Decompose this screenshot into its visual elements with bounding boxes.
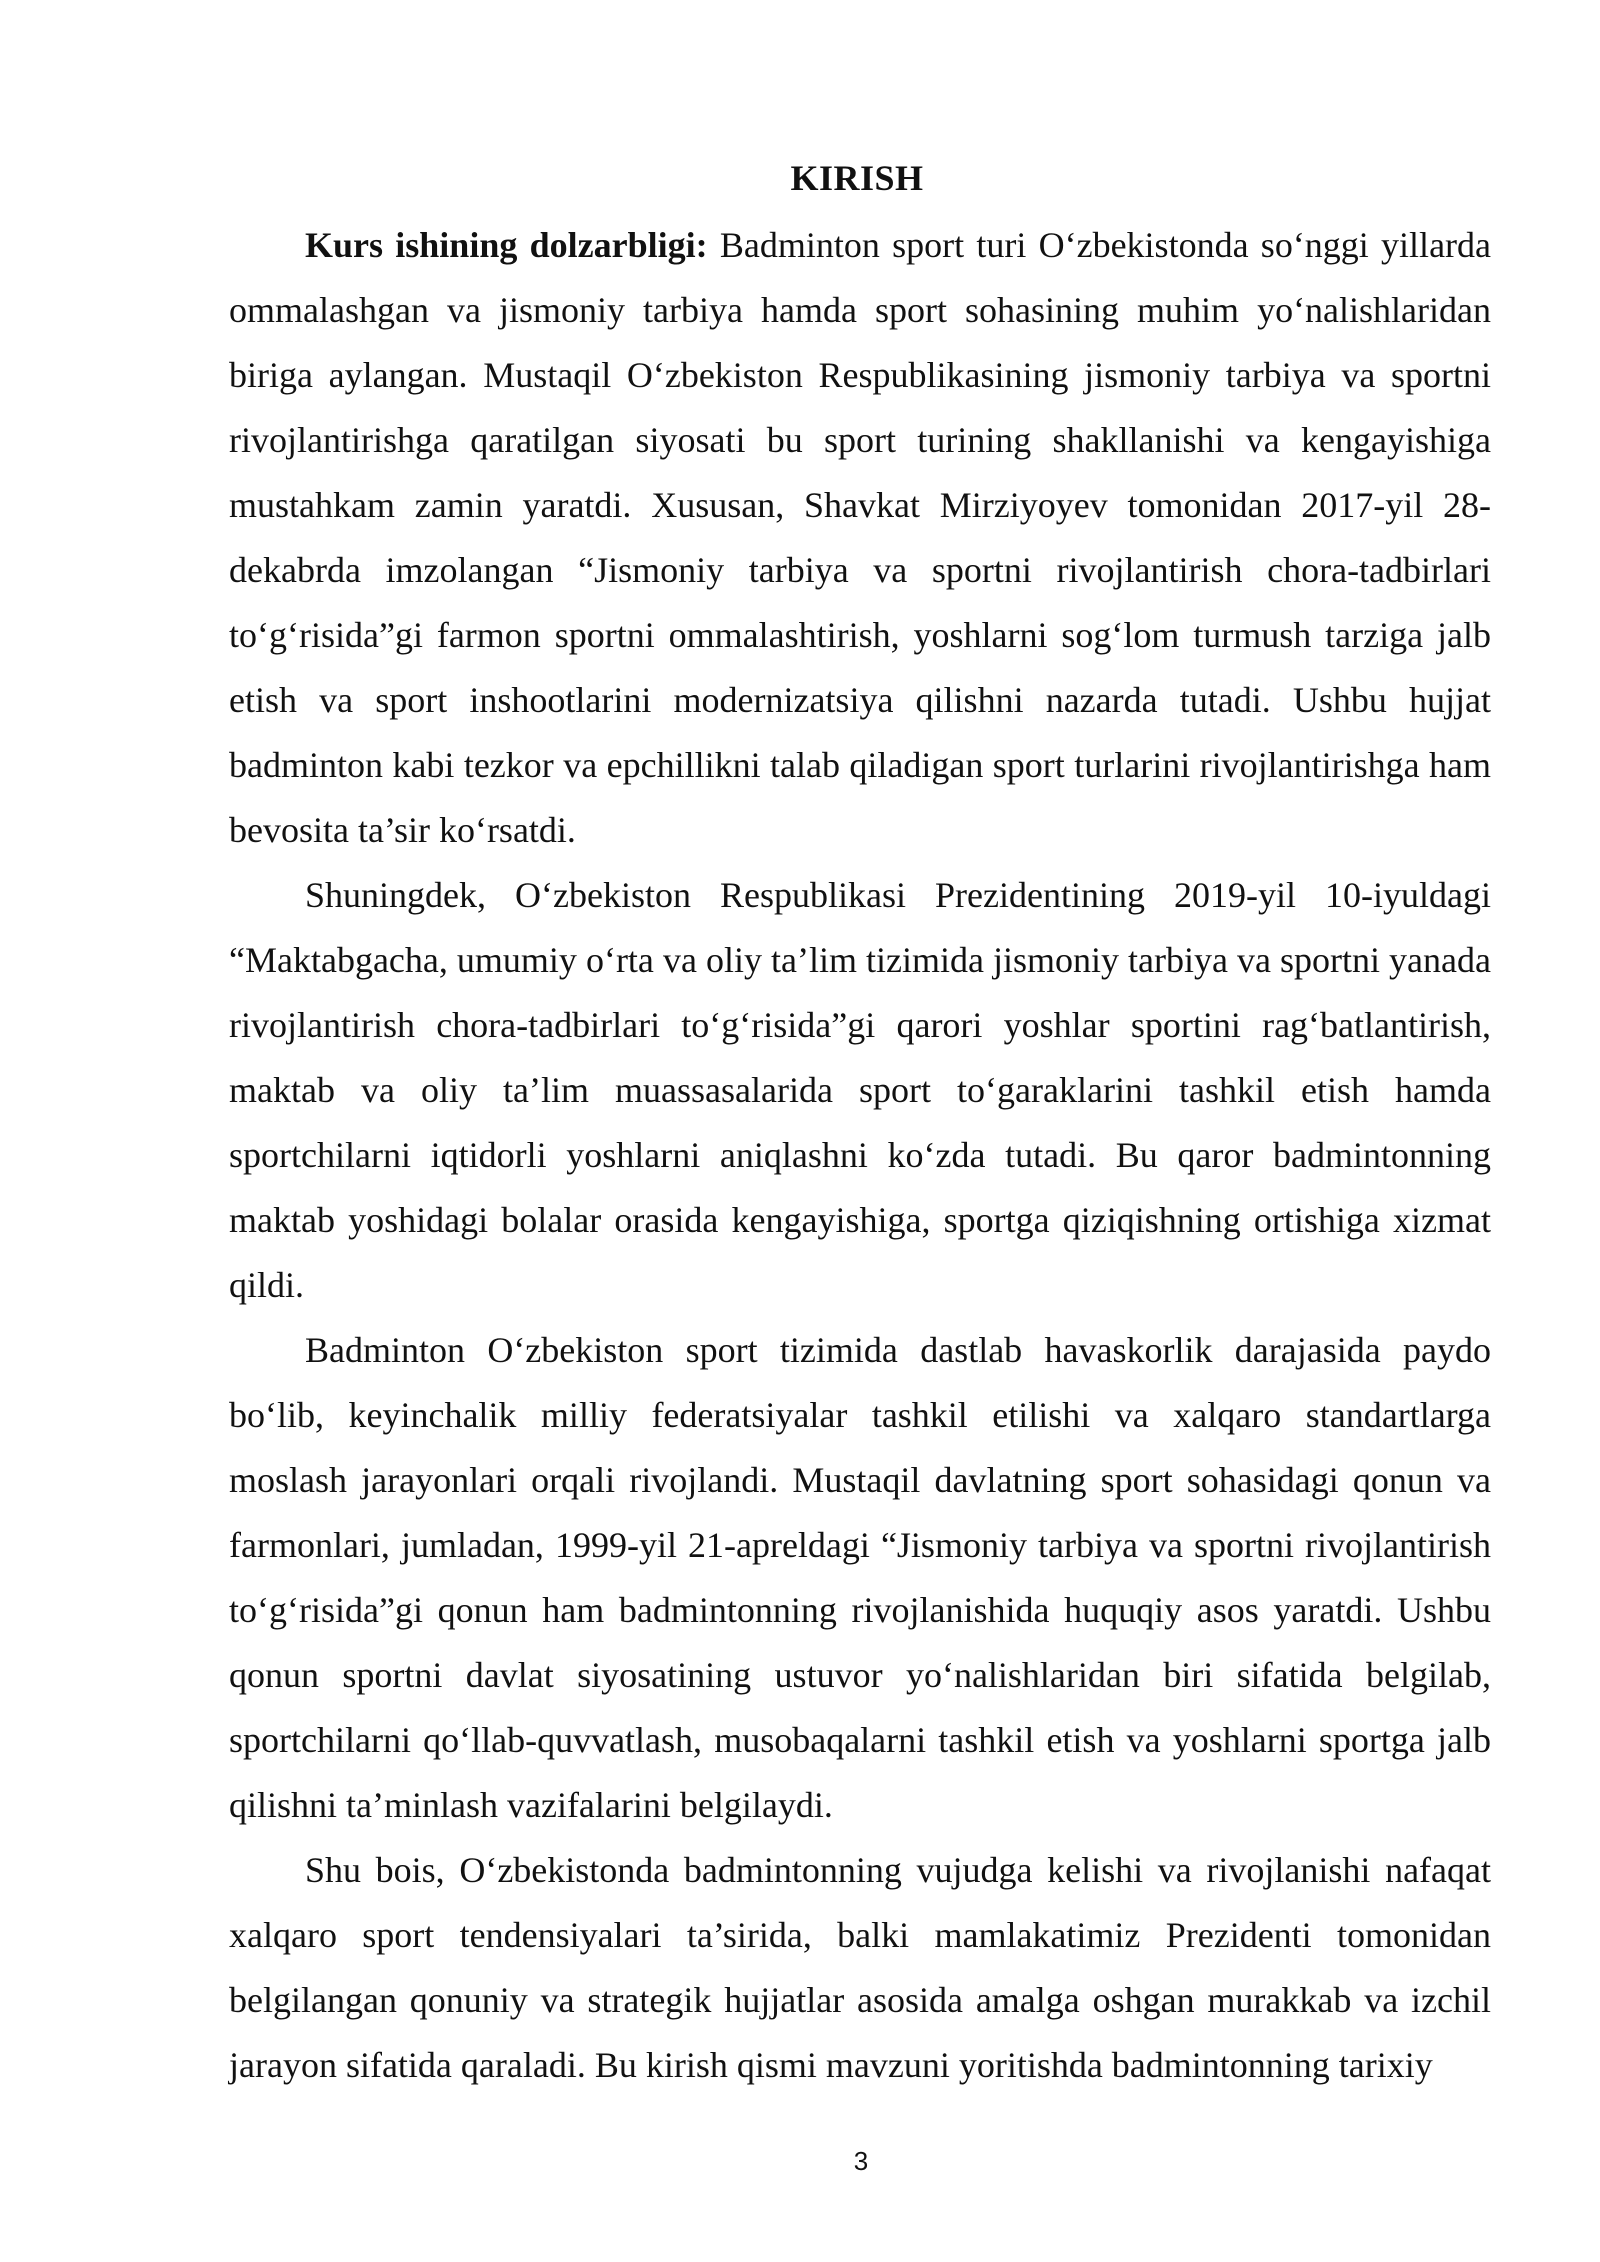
paragraph-1-text: Badminton sport turi O‘zbekistonda so‘nggi yillarda ommalashgan va jismoniy tarbiya hamda sport sohasining muhim yo‘nalishlaridan biriga aylangan. Mustaqil O‘zbekiston Respublikasining jismoniy tarbiya va sportni rivojlantirishga qaratilgan siyosati bu sport turining shakllanishi va kengayishiga mustahkam zamin yaratdi. Xususan, Shavkat Mirziyoyev tomonidan 2017-yil 28-dekabrda imzolangan “Jismoniy tarbiya va sportni rivojlantirish chora-tadbirlari to‘g‘risida”gi farmon sportni ommalashtirish, yoshlarni sog‘lom turmush tarziga jalb etish va sport inshootlarini modernizatsiya qilishni nazarda tutadi. Ushbu hujjat badminton kabi tezkor va epchillikni talab qiladigan sport turlarini rivojlantirishga ham bevosita ta’sir ko‘rsatdi. — [229, 225, 1492, 850]
paragraph-4 — [229, 1838, 1491, 2098]
section-heading: KIRISH — [790, 158, 924, 198]
paragraph-1 — [229, 213, 1491, 863]
paragraph-2-text: Shuningdek, O‘zbekiston Respublikasi Prezidentining 2019-yil 10-iyuldagi “Maktabgacha, umumiy o‘rta va oliy ta’lim tizimida jismoniy tarbiya va sportni yanada rivojlantirish chora-tadbirlari to‘g‘risida”gi qarori yoshlar sportini rag‘batlantirish, maktab va oliy ta’lim muassasalarida sport to‘garaklarini tashkil etish hamda sportchilarni iqtidorli yoshlarni aniqlashni ko‘zda tutadi. Bu qaror badmintonning maktab yoshidagi bolalar orasida kengayishiga, sportga qiziqishning ortishiga xizmat qildi. — [229, 875, 1491, 1305]
body-text — [229, 213, 1491, 2098]
paragraph-2 — [229, 863, 1491, 1318]
paragraph-4-text: Shu bois, O‘zbekistonda badmintonning vujudga kelishi va rivojlanishi nafaqat xalqaro sport tendensiyalari ta’sirida, balki mamlakatimiz Prezidenti tomonidan belgilangan qonuniy va strategik hujjatlar asosida amalga oshgan murakkab va izchil jarayon sifatida qaraladi. Bu kirish qismi mavzuni yoritishda badmintonning tarixiy — [229, 1850, 1491, 2085]
paragraph-lead-label: Kurs ishining dolzarbligi: — [305, 225, 708, 265]
page-number: 3 — [853, 2146, 869, 2176]
paragraph-3-text: Badminton O‘zbekiston sport tizimida dastlab havaskorlik darajasida paydo bo‘lib, keyinchalik milliy federatsiyalar tashkil etilishi va xalqaro standartlarga moslash jarayonlari orqali rivojlandi. Mustaqil davlatning sport sohasidagi qonun va farmonlari, jumladan, 1999-yil 21-apreldagi “Jismoniy tarbiya va sportni rivojlantirish to‘g‘risida”gi qonun ham badmintonning rivojlanishida huquqiy asos yaratdi. Ushbu qonun sportni davlat siyosatining ustuvor yo‘nalishlaridan biri sifatida belgilab, sportchilarni qo‘llab-quvvatlash, musobaqalarni tashkil etish va yoshlarni sportga jalb qilishni ta’minlash vazifalarini belgilaydi. — [229, 1330, 1491, 1825]
paragraph-3 — [229, 1318, 1491, 1838]
